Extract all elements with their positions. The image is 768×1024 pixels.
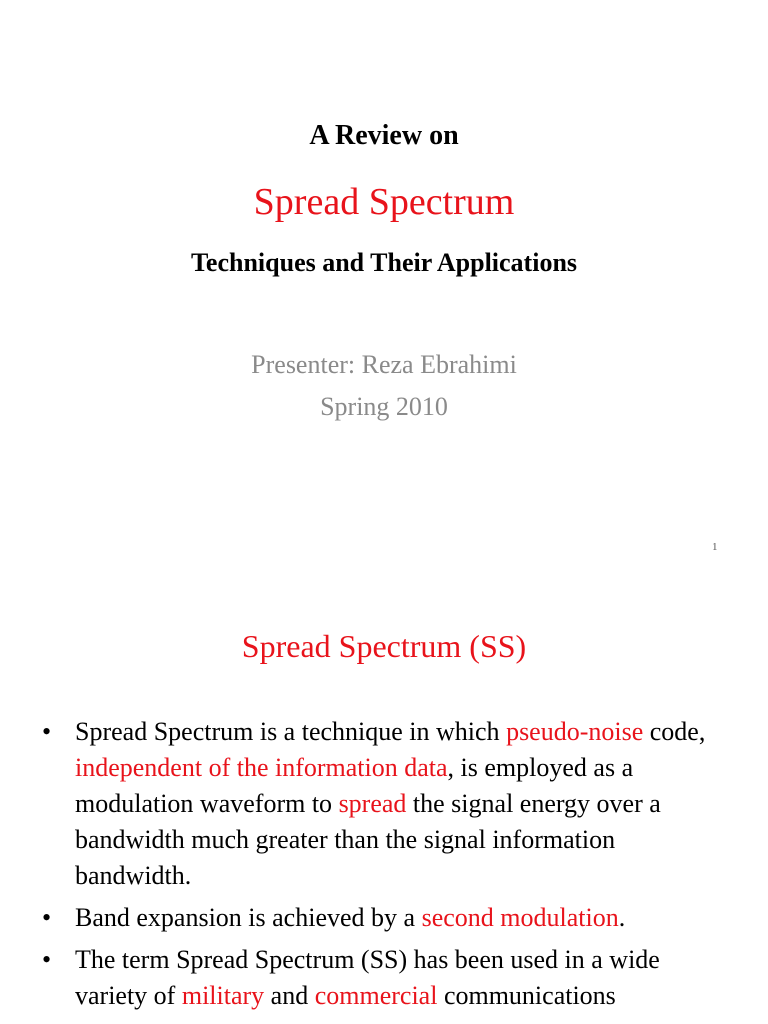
section-title: Spread Spectrum (SS) [241, 628, 527, 664]
presenter-line: Presenter: Reza Ebrahimi [251, 350, 517, 379]
slide-2 [0, 580, 768, 1024]
highlighted-text: second modulation [421, 903, 619, 932]
bullet-item [0, 714, 768, 894]
bullet-text: and [264, 981, 315, 1010]
bullet-list [0, 714, 768, 1020]
highlighted-text: commercial [314, 981, 438, 1010]
highlighted-text: pseudo-noise [506, 717, 644, 746]
highlighted-text: spread [338, 789, 407, 818]
bullet-dot-icon: • [42, 945, 52, 974]
bullet-text: code, [643, 717, 706, 746]
highlighted-text: military [181, 981, 265, 1010]
slide-subtitle: Techniques and Their Applications [190, 248, 578, 277]
bullet-text: Spread Spectrum is a technique in which [75, 717, 507, 746]
slide-title: Spread Spectrum [253, 181, 515, 223]
bullet-item [0, 942, 768, 1014]
bullet-text: Band expansion is achieved by a [75, 903, 422, 932]
bullet-text: The term Spread Spectrum (SS) has been used in a wide variety of [75, 945, 660, 1010]
page-number: 1 [712, 541, 718, 553]
bullet-text: communications [437, 981, 616, 1010]
bullet-text: , is employed as a modulation waveform to [75, 753, 634, 818]
bullet-text: the signal energy over a bandwidth much greater than the signal information bandwidth. [75, 789, 661, 890]
bullet-dot-icon: • [42, 903, 52, 932]
highlighted-text: independent of the information data [75, 753, 448, 782]
pre-title: A Review on [309, 120, 459, 151]
bullet-text: . [618, 903, 626, 932]
bullet-item [0, 900, 768, 936]
date-line: Spring 2010 [320, 392, 448, 421]
bullet-dot-icon: • [42, 717, 52, 746]
